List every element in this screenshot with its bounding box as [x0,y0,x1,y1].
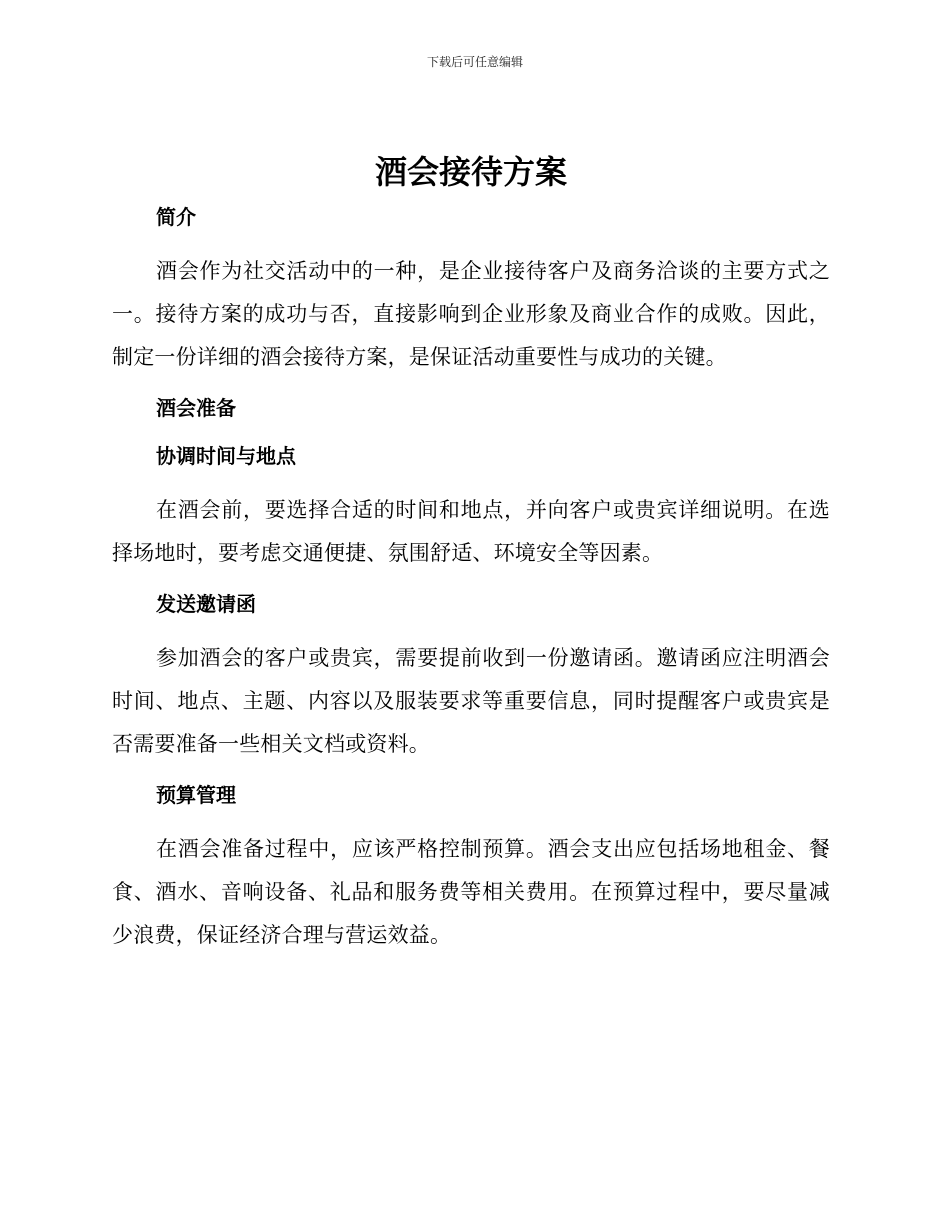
section-paragraph: 参加酒会的客户或贵宾，需要提前收到一份邀请函。邀请函应注明酒会时间、地点、主题、内容以及服装要求等重要信息，同时提醒客户或贵宾是否需要准备一些相关文档或资料。 [112,646,830,756]
document-title: 酒会接待方案 [374,153,567,191]
section-heading: 简介 [156,205,196,229]
section-budget [112,780,830,957]
section-heading: 预算管理 [156,783,236,807]
section-invitation [112,589,830,766]
section-paragraph: 在酒会准备过程中，应该严格控制预算。酒会支出应包括场地租金、餐食、酒水、音响设备、礼品和服务费等相关费用。在预算过程中，要尽量减少浪费，保证经济合理与营运效益。 [112,837,830,947]
section-paragraph: 酒会作为社交活动中的一种，是企业接待客户及商务洽谈的主要方式之一。接待方案的成功与否，直接影响到企业形象及商业合作的成败。因此，制定一份详细的酒会接待方案，是保证活动重要性与成功的关键。 [112,259,830,369]
section-heading: 发送邀请函 [156,592,256,616]
header-note: 下载后可任意编辑 [426,55,523,69]
section-paragraph: 在酒会前，要选择合适的时间和地点，并向客户或贵宾详细说明。在选择场地时，要考虑交通便捷、氛围舒适、环境安全等因素。 [112,498,830,565]
section-heading: 酒会准备 [156,396,236,420]
section-time-location [112,441,830,575]
section-intro [112,202,830,379]
section-heading: 协调时间与地点 [156,444,296,468]
document-body [112,148,830,971]
section-preparation [112,393,830,423]
